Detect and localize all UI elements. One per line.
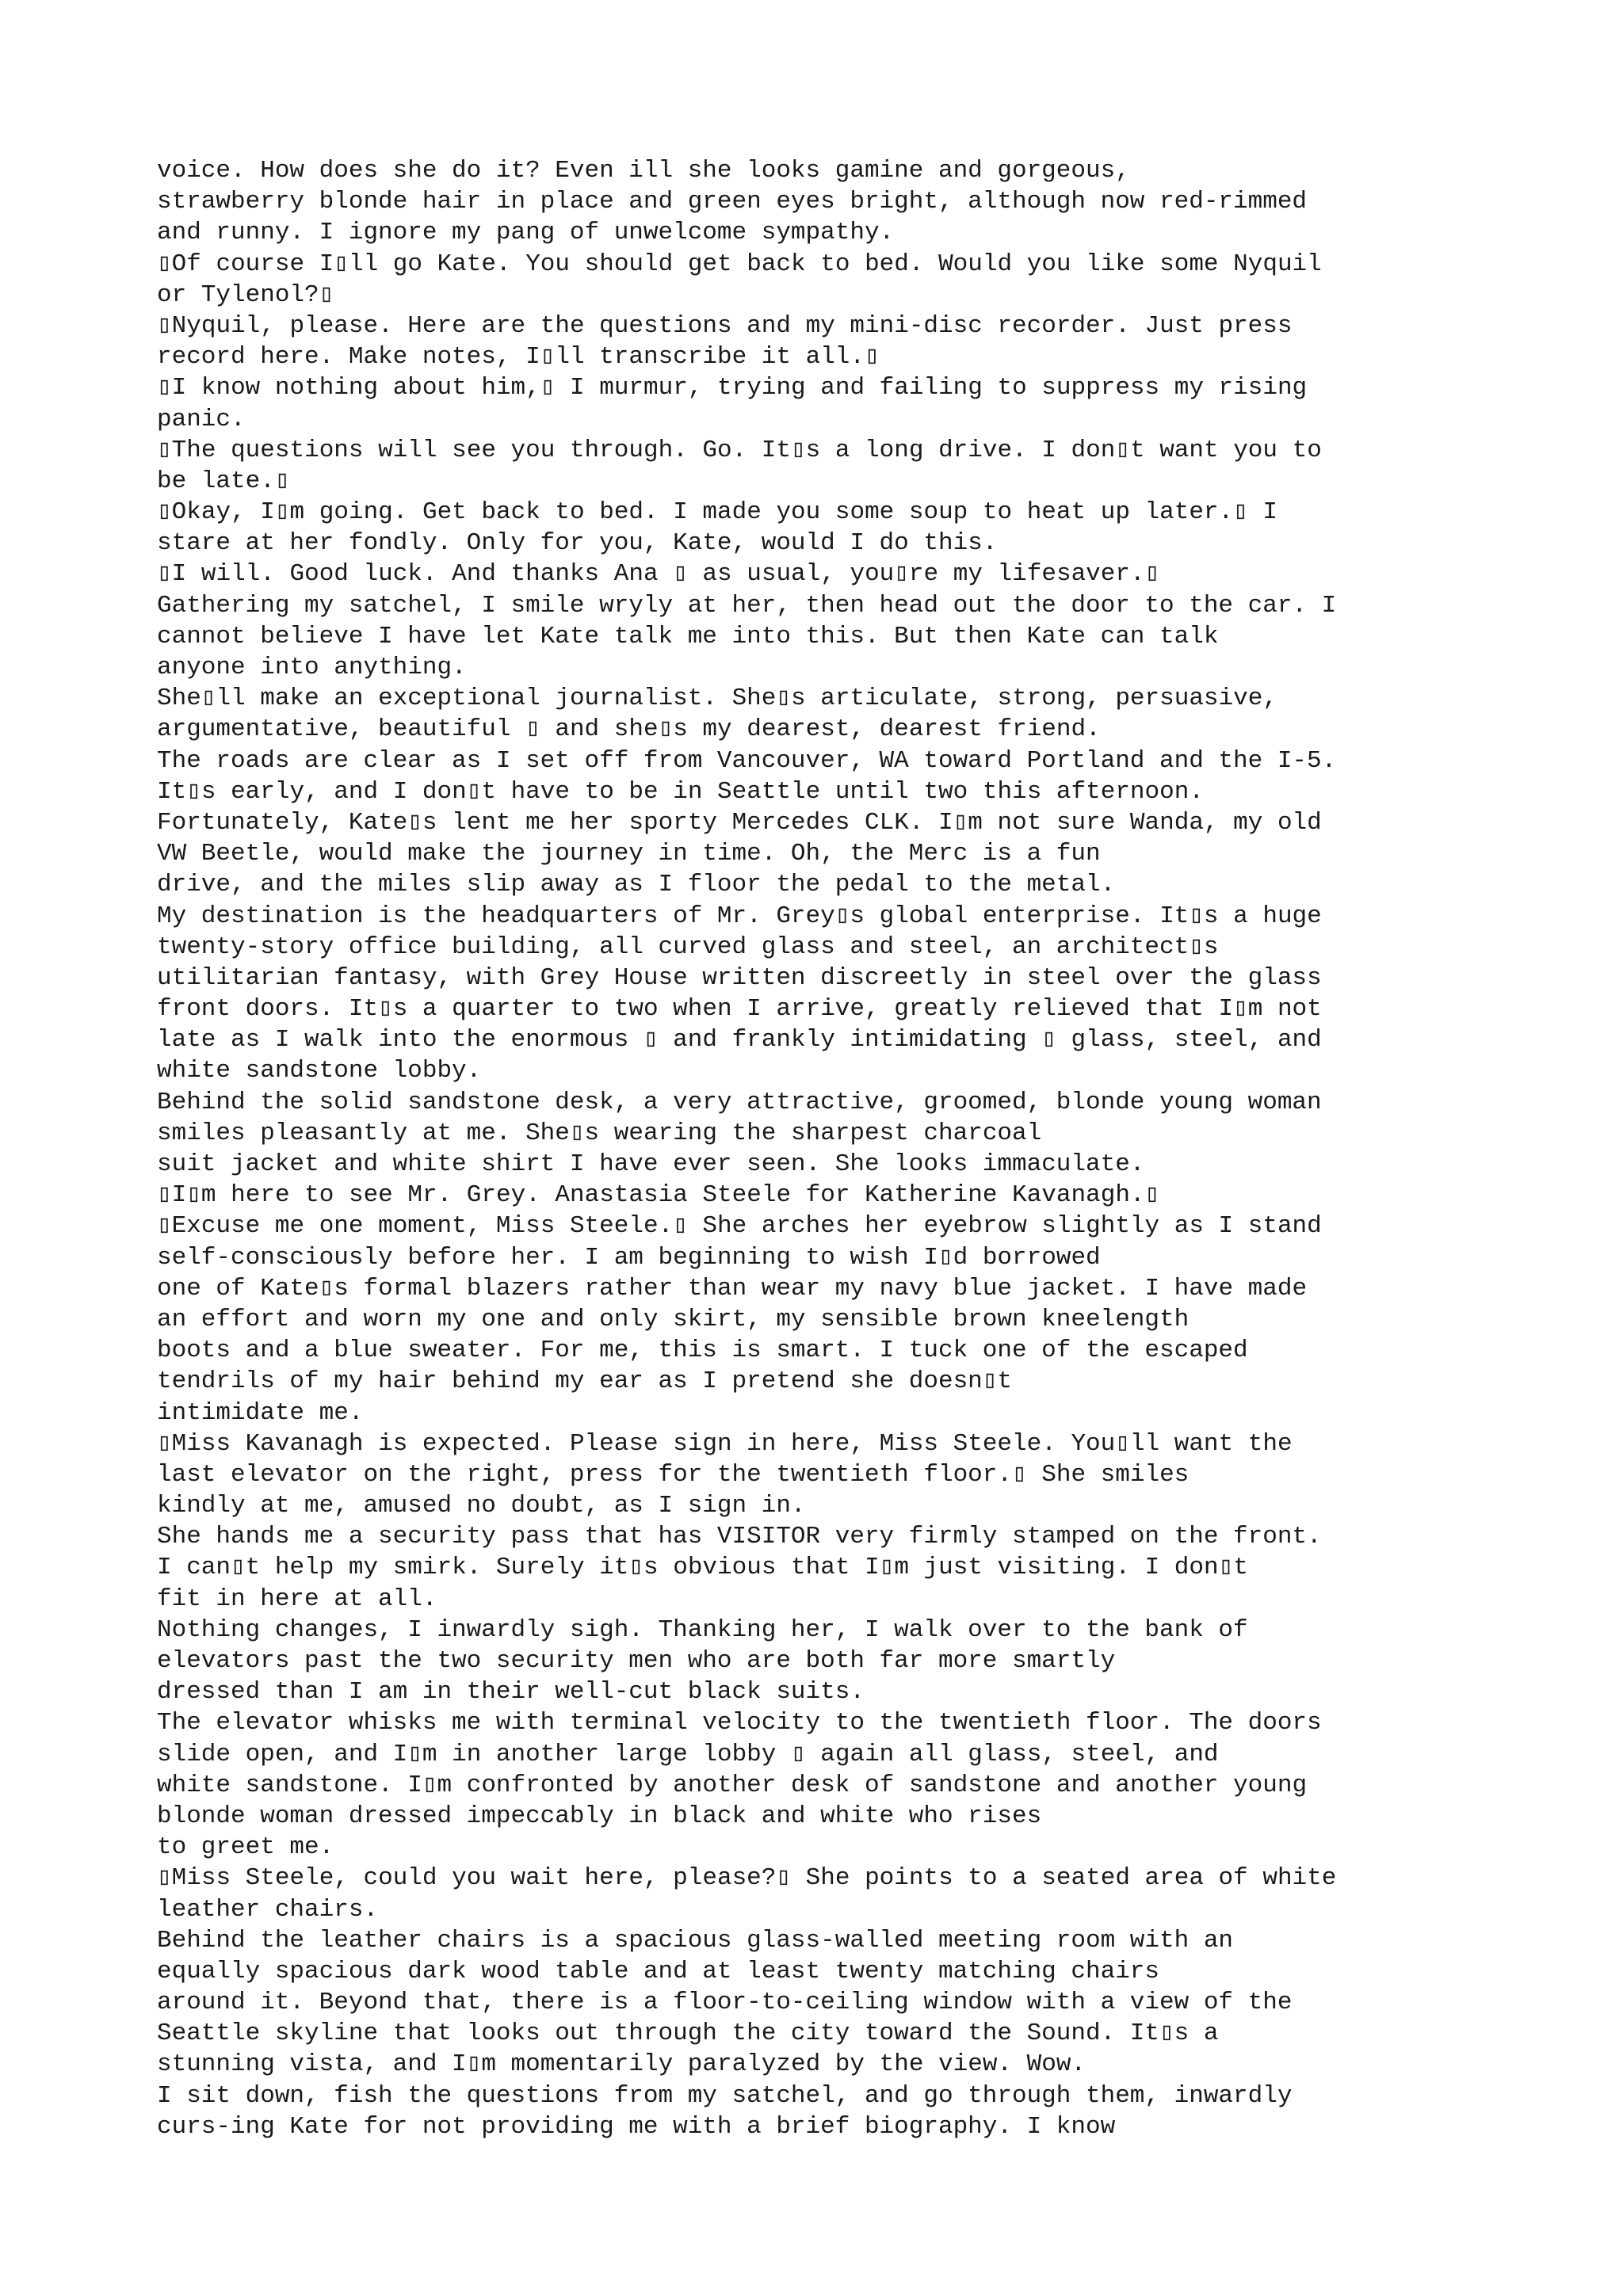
text-line: anyone into anything. [157, 654, 467, 681]
text-line: slide open, and I▯m in another large lobby ▯ again all glass, steel, and [157, 1740, 1219, 1768]
text-line: She hands me a security pass that has VISITOR very firmly stamped on the front. [157, 1523, 1322, 1551]
text-line: dressed than I am in their well-cut black suits. [157, 1678, 865, 1707]
text-line: drive, and the miles slip away as I floor the pedal to the metal. [157, 871, 1116, 899]
text-line: panic. [157, 405, 246, 433]
text-line: I sit down, fish the questions from my satchel, and go through them, inwardly [157, 2081, 1293, 2110]
text-line: Behind the leather chairs is a spacious glass-walled meeting room with an [157, 1926, 1234, 1955]
text-line: ▯Nyquil, please. Here are the questions and my mini-disc recorder. Just press [157, 311, 1293, 340]
text-line: Gathering my satchel, I smile wryly at her, then head out the door to the car. I [157, 591, 1337, 620]
text-line: twenty-story office building, all curved glass and steel, an architect▯s [157, 933, 1219, 961]
text-line: smiles pleasantly at me. She▯s wearing the sharpest charcoal [157, 1119, 1042, 1147]
text-line: utilitarian fantasy, with Grey House written discreetly in steel over the glass [157, 963, 1322, 992]
text-line: Nothing changes, I inwardly sigh. Thanking her, I walk over to the bank of [157, 1615, 1248, 1644]
text-line: strawberry blonde hair in place and green eyes bright, although now red-rimmed [157, 188, 1308, 216]
text-line: Fortunately, Kate▯s lent me her sporty Mercedes CLK. I▯m not sure Wanda, my old [157, 808, 1322, 837]
text-line: boots and a blue sweater. For me, this is smart. I tuck one of the escaped [157, 1337, 1248, 1365]
text-line: voice. How does she do it? Even ill she looks gamine and gorgeous, [157, 157, 1130, 185]
text-line: last elevator on the right, press for the twentieth floor.▯ She smiles [157, 1460, 1190, 1489]
text-line: front doors. It▯s a quarter to two when I arrive, greatly relieved that I▯m not [157, 995, 1322, 1024]
text-line: around it. Beyond that, there is a floor-to-ceiling window with a view of the [157, 1989, 1293, 2017]
text-line: ▯I know nothing about him,▯ I murmur, trying and failing to suppress my rising [157, 374, 1308, 402]
text-line: It▯s early, and I don▯t have to be in Seattle until two this afternoon. [157, 777, 1204, 806]
text-line: ▯Miss Kavanagh is expected. Please sign in here, Miss Steele. You▯ll want the [157, 1429, 1293, 1458]
text-line: stunning vista, and I▯m momentarily paralyzed by the view. Wow. [157, 2050, 1086, 2079]
text-line: to greet me. [157, 1833, 334, 1862]
text-line: self-consciously before her. I am beginning to wish I▯d borrowed [157, 1243, 1101, 1272]
text-line: suit jacket and white shirt I have ever seen. She looks immaculate. [157, 1150, 1145, 1178]
text-line: Seattle skyline that looks out through the city toward the Sound. It▯s a [157, 2019, 1219, 2048]
text-line: cannot believe I have let Kate talk me into this. But then Kate can talk [157, 622, 1219, 650]
text-line: an effort and worn my one and only skirt, my sensible brown kneelength [157, 1305, 1190, 1333]
text-line: ▯Miss Steele, could you wait here, please?▯ She points to a seated area of white [157, 1864, 1337, 1893]
text-line: fit in here at all. [157, 1585, 437, 1613]
text-line: equally spacious dark wood table and at least twenty matching chairs [157, 1957, 1160, 1985]
text-line: argumentative, beautiful ▯ and she▯s my dearest, dearest friend. [157, 715, 1101, 744]
text-line: She▯ll make an exceptional journalist. She▯s articulate, strong, persuasive, [157, 685, 1277, 713]
text-line: curs-ing Kate for not providing me with a brief biography. I know [157, 2112, 1116, 2141]
text-line: The roads are clear as I set off from Vancouver, WA toward Portland and the I-5. [157, 746, 1337, 775]
text-line: stare at her fondly. Only for you, Kate, would I do this. [157, 529, 998, 558]
text-line: be late.▯ [157, 467, 290, 495]
text-line: white sandstone. I▯m confronted by another desk of sandstone and another young [157, 1771, 1308, 1799]
text-line: kindly at me, amused no doubt, as I sign in. [157, 1492, 806, 1520]
text-line: blonde woman dressed impeccably in black and white who rises [157, 1802, 1042, 1830]
text-line: The elevator whisks me with terminal velocity to the twentieth floor. The doors [157, 1709, 1322, 1737]
text-line: or Tylenol?▯ [157, 280, 334, 309]
text-line: elevators past the two security men who are both far more smartly [157, 1647, 1116, 1675]
text-line: My destination is the headquarters of Mr. Grey▯s global enterprise. It▯s a huge [157, 902, 1322, 930]
text-line: Behind the solid sandstone desk, a very attractive, groomed, blonde young woman [157, 1088, 1322, 1116]
text-line: ▯I▯m here to see Mr. Grey. Anastasia Steele for Katherine Kavanagh.▯ [157, 1181, 1160, 1210]
text-line: tendrils of my hair behind my ear as I pretend she doesn▯t [157, 1367, 1013, 1396]
text-line: late as I walk into the enormous ▯ and frankly intimidating ▯ glass, steel, and [157, 1026, 1322, 1055]
text-line: and runny. I ignore my pang of unwelcome sympathy. [157, 219, 895, 247]
text-line: record here. Make notes, I▯ll transcribe it all.▯ [157, 343, 880, 372]
text-line: ▯I will. Good luck. And thanks Ana ▯ as usual, you▯re my lifesaver.▯ [157, 560, 1160, 589]
text-line: ▯Of course I▯ll go Kate. You should get back to bed. Would you like some Nyquil [157, 250, 1322, 278]
text-line: intimidate me. [157, 1398, 364, 1427]
text-line: ▯Excuse me one moment, Miss Steele.▯ She arches her eyebrow slightly as I stand [157, 1212, 1322, 1241]
text-line: ▯The questions will see you through. Go. It▯s a long drive. I don▯t want you to [157, 436, 1322, 464]
text-line: VW Beetle, would make the journey in time. Oh, the Merc is a fun [157, 840, 1101, 868]
body-text [157, 155, 1568, 2142]
text-line: ▯Okay, I▯m going. Get back to bed. I made you some soup to heat up later.▯ I [157, 498, 1278, 527]
text-line: one of Kate▯s formal blazers rather than wear my navy blue jacket. I have made [157, 1274, 1308, 1302]
text-line: white sandstone lobby. [157, 1057, 482, 1085]
text-line: I can▯t help my smirk. Surely it▯s obvious that I▯m just visiting. I don▯t [157, 1554, 1248, 1582]
text-line: leather chairs. [157, 1895, 379, 1924]
